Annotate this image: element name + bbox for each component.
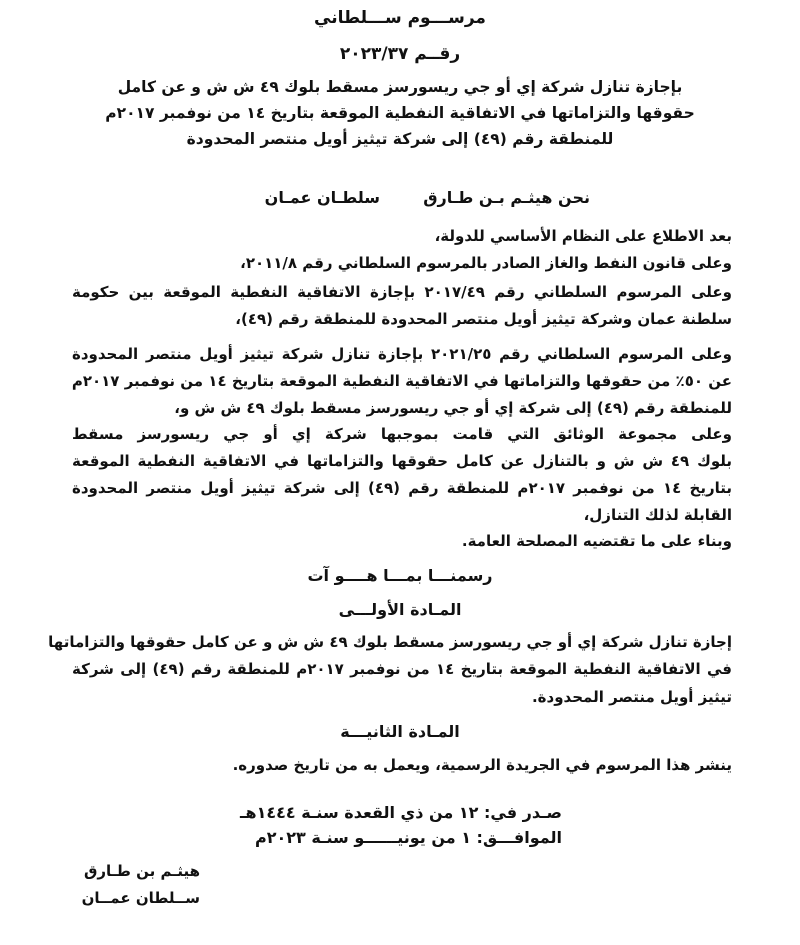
article-2-text: ينشر هذا المرسوم في الجريدة الرسمية، ويعمل به من تاريخ صدوره. (232, 756, 732, 774)
preamble-line: سلطنة عمان وشركة تيثيز أويل منتصر المحدودة للمنطقة رقم (٤٩)، (235, 310, 732, 328)
preamble-line: وعلى قانون النفط والغاز الصادر بالمرسوم السلطاني رقم ٢٠١١/٨، (240, 254, 732, 272)
preamble-line: بلوك ٤٩ ش ش و بالتنازل عن كامل حقوقها والتزاماتها في الاتفاقية النفطية الموقعة (72, 452, 732, 470)
article-2-heading: المـادة الثانيـــة (340, 722, 460, 741)
article-1-line: في الاتفاقية النفطية الموقعة بتاريخ ١٤ من نوفمبر ٢٠١٧م للمنطقة رقم (٤٩) إلى شركة (72, 660, 732, 678)
preamble-line: وبناء على ما تقتضيه المصلحة العامة. (461, 532, 732, 550)
preamble-line: للمنطقة رقم (٤٩) إلى شركة إي أو جي ريسورسز مسقط بلوك ٤٩ ش ش و، (174, 399, 732, 417)
signature-title: ســلطان عمــان (81, 889, 200, 907)
decree-subject-line: للمنطقة رقم (٤٩) إلى شركة تيثيز أويل منتصر المحدودة (186, 130, 614, 148)
article-1-heading: المـادة الأولـــى (338, 600, 462, 619)
issue-date-hijri: صـدر في: ١٢ من ذي القعدة سنـة ١٤٤٤هـ (240, 803, 562, 822)
article-1-line: تيثيز أويل منتصر المحدودة. (531, 688, 732, 706)
preamble-line: القابلة لذلك التنازل، (583, 506, 732, 524)
preamble-line: وعلى المرسوم السلطاني رقم ٢٠٢١/٢٥ بإجازة تنازل شركة تيثيز أويل منتصر المحدودة (72, 345, 732, 363)
decree-subject-line: حقوقها والتزاماتها في الاتفاقية النفطية الموقعة بتاريخ ١٤ من نوفمبر ٢٠١٧م (105, 104, 695, 122)
preamble-line: وعلى المرسوم السلطاني رقم ٢٠١٧/٤٩ بإجازة الاتفاقية النفطية الموقعة بين حكومة (72, 283, 732, 301)
issue-date-gregorian: الموافـــق: ١ من يونيــــــو سنـة ٢٠٢٣م (254, 828, 562, 847)
preamble-line: بعد الاطلاع على النظام الأساسي للدولة، (434, 227, 732, 245)
article-1-line: إجازة تنازل شركة إي أو جي ريسورسز مسقط بلوك ٤٩ ش ش و عن كامل حقوقها والتزاماتها (48, 633, 732, 651)
preamble-line: عن ٥٠٪ من حقوقها والتزاماتها في الاتفاقية النفطية الموقعة بتاريخ ١٤ من نوفمبر ٢٠١٧م (71, 372, 732, 390)
issuer-name: نحن هيثـم بـن طـارق (423, 188, 590, 207)
preamble-line: وعلى مجموعة الوثائق التي قامت بموجبها شركة إي أو جي ريسورسز مسقط (72, 425, 732, 443)
preamble-line: بتاريخ ١٤ من نوفمبر ٢٠١٧م للمنطقة رقم (٤٩) إلى شركة تيثيز أويل منتصر المحدودة (72, 479, 732, 497)
decree-number: رقــم ٢٠٢٣/٣٧ (339, 44, 461, 64)
decree-title: مرســـوم ســـلطاني (314, 8, 486, 28)
issuer-title: سلطـان عمـان (264, 188, 380, 207)
signature-name: هيثـم بن طـارق (83, 862, 200, 880)
decree-subject-line: بإجازة تنازل شركة إي أو جي ريسورسز مسقط بلوك ٤٩ ش ش و عن كامل (117, 78, 683, 96)
decree-phrase: رسمنـــا بمـــا هــــو آت (307, 566, 493, 585)
